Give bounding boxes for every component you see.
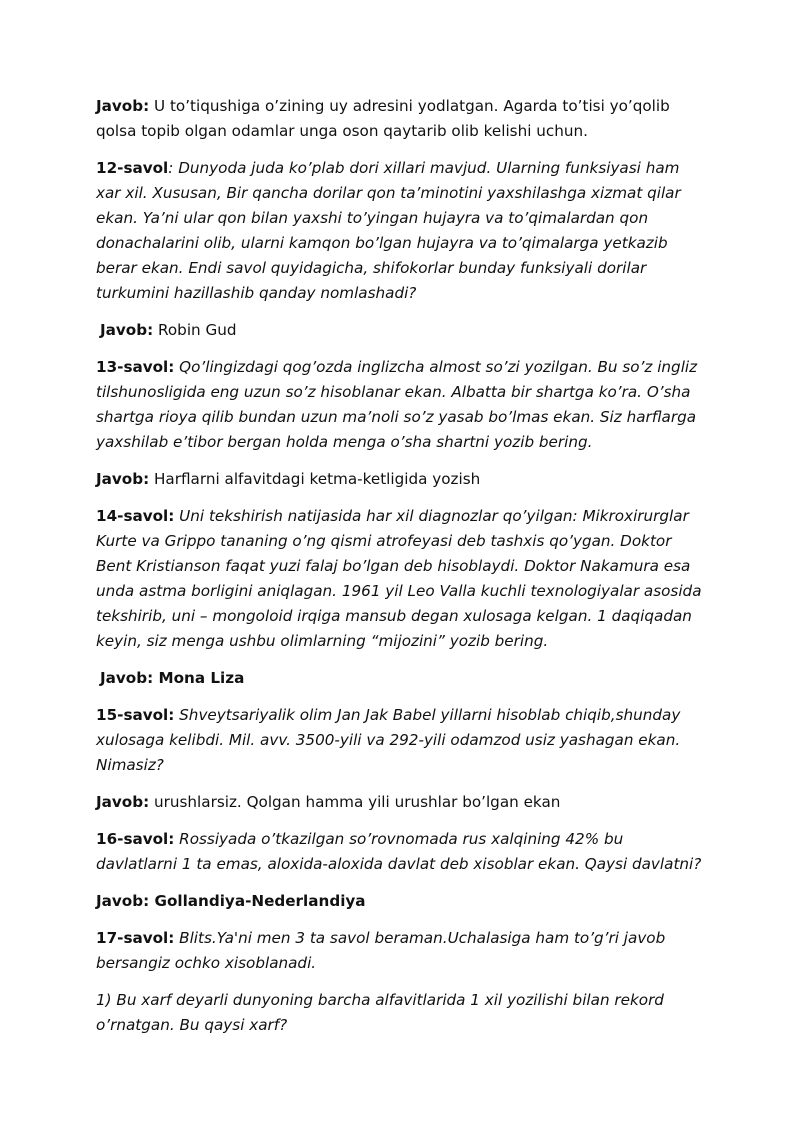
question-12-paragraph: [96, 156, 708, 306]
question-label: 17-savol:: [96, 929, 175, 947]
question-text: Uni tekshirish natijasida har xil diagnozlar qo’yilgan: Mikroxirurglar Kurte va Grippo tananing o’ng qismi atrofeyasi deb tashxis qo’ygan. Doktor Bent Kristianson faqat yuzi falaj bo’lgan deb hisoblaydi. Doktor Nakamura esa unda astma borligini aniqlagan. 1961 yil Leo Valla kuchli texnologiyalar asosida tekshirib, uni – mongoloid irqiga mansub degan xulosaga kelgan. 1 daqiqadan keyin, siz menga ushbu olimlarning “mijozini” yozib bering.: [96, 507, 702, 650]
question-label: 14-savol:: [96, 507, 175, 525]
answer-label: Javob:: [100, 321, 154, 339]
question-17-paragraph: [96, 926, 708, 976]
answer-text: Harflarni alfavitdagi ketma-ketligida yozish: [149, 470, 481, 488]
answer-paragraph: [96, 889, 708, 914]
document-page: [96, 94, 708, 1050]
question-label: 12-savol: [96, 159, 169, 177]
answer-paragraph: [96, 467, 708, 492]
question-16-paragraph: [96, 827, 708, 877]
question-text: : Dunyoda juda ko’plab dori xillari mavjud. Ularning funksiyasi ham xar xil. Xususan, Bir qancha dorilar qon ta’minotini yaxshilashga xizmat qilar ekan. Ya’ni ular qon bilan yaxshi to’yingan hujayra va to’qimalardan qon donachalarini olib, ularni kamqon bo’lgan hujayra va to’qimalarga yetkazib berar ekan. Endi savol quyidagicha, shifokorlar bunday funksiyali dorilar turkumini hazillashib qanday nomlashadi?: [96, 159, 681, 302]
answer-paragraph: [96, 790, 708, 815]
question-15-paragraph: [96, 703, 708, 778]
answer-paragraph: [96, 94, 708, 144]
sub-question-paragraph: [96, 988, 708, 1038]
question-text: Blits.Ya'ni men 3 ta savol beraman.Uchalasiga ham to’g’ri javob bersangiz ochko xisoblanadi.: [96, 929, 666, 972]
answer-label: Javob:: [96, 470, 150, 488]
answer-label: Javob:: [96, 892, 150, 910]
answer-text: Mona Liza: [153, 669, 245, 687]
question-14-paragraph: [96, 504, 708, 654]
question-text: Qo’lingizdagi qog’ozda inglizcha almost so’zi yozilgan. Bu so’z ingliz tilshunosligida eng uzun so’z hisoblanar ekan. Albatta bir shartga ko’ra. O’sha shartga rioya qilib bundan uzun ma’noli so’z yasab bo’lmas ekan. Siz harflarga yaxshilab e’tibor bergan holda menga o’sha shartni yozib bering.: [96, 358, 698, 451]
question-label: 16-savol:: [96, 830, 175, 848]
answer-label: Javob:: [96, 97, 150, 115]
answer-paragraph: [96, 318, 708, 343]
question-13-paragraph: [96, 355, 708, 455]
question-label: 13-savol:: [96, 358, 175, 376]
sub-question-text: 1) Bu xarf deyarli dunyoning barcha alfavitlarida 1 xil yozilishi bilan rekord o’rnatgan. Bu qaysi xarf?: [96, 991, 664, 1034]
answer-text: Robin Gud: [153, 321, 237, 339]
answer-paragraph: [96, 666, 708, 691]
question-text: Shveytsariyalik olim Jan Jak Babel yillarni hisoblab chiqib,shunday xulosaga kelibdi. Mil. avv. 3500-yili va 292-yili odamzod usiz yashagan ekan. Nimasiz?: [96, 706, 681, 774]
question-label: 15-savol:: [96, 706, 175, 724]
answer-label: Javob:: [96, 793, 150, 811]
answer-text: Gollandiya-Nederlandiya: [149, 892, 366, 910]
question-text: Rossiyada o’tkazilgan so’rovnomada rus xalqining 42% bu davlatlarni 1 ta emas, aloxida-aloxida davlat deb xisoblar ekan. Qaysi davlatni?: [96, 830, 702, 873]
answer-text: U to’tiqushiga o’zining uy adresini yodlatgan. Agarda to’tisi yo’qolib qolsa topib olgan odamlar unga oson qaytarib olib kelishi uchun.: [96, 97, 670, 140]
answer-label: Javob:: [100, 669, 154, 687]
answer-text: urushlarsiz. Qolgan hamma yili urushlar bo’lgan ekan: [149, 793, 561, 811]
